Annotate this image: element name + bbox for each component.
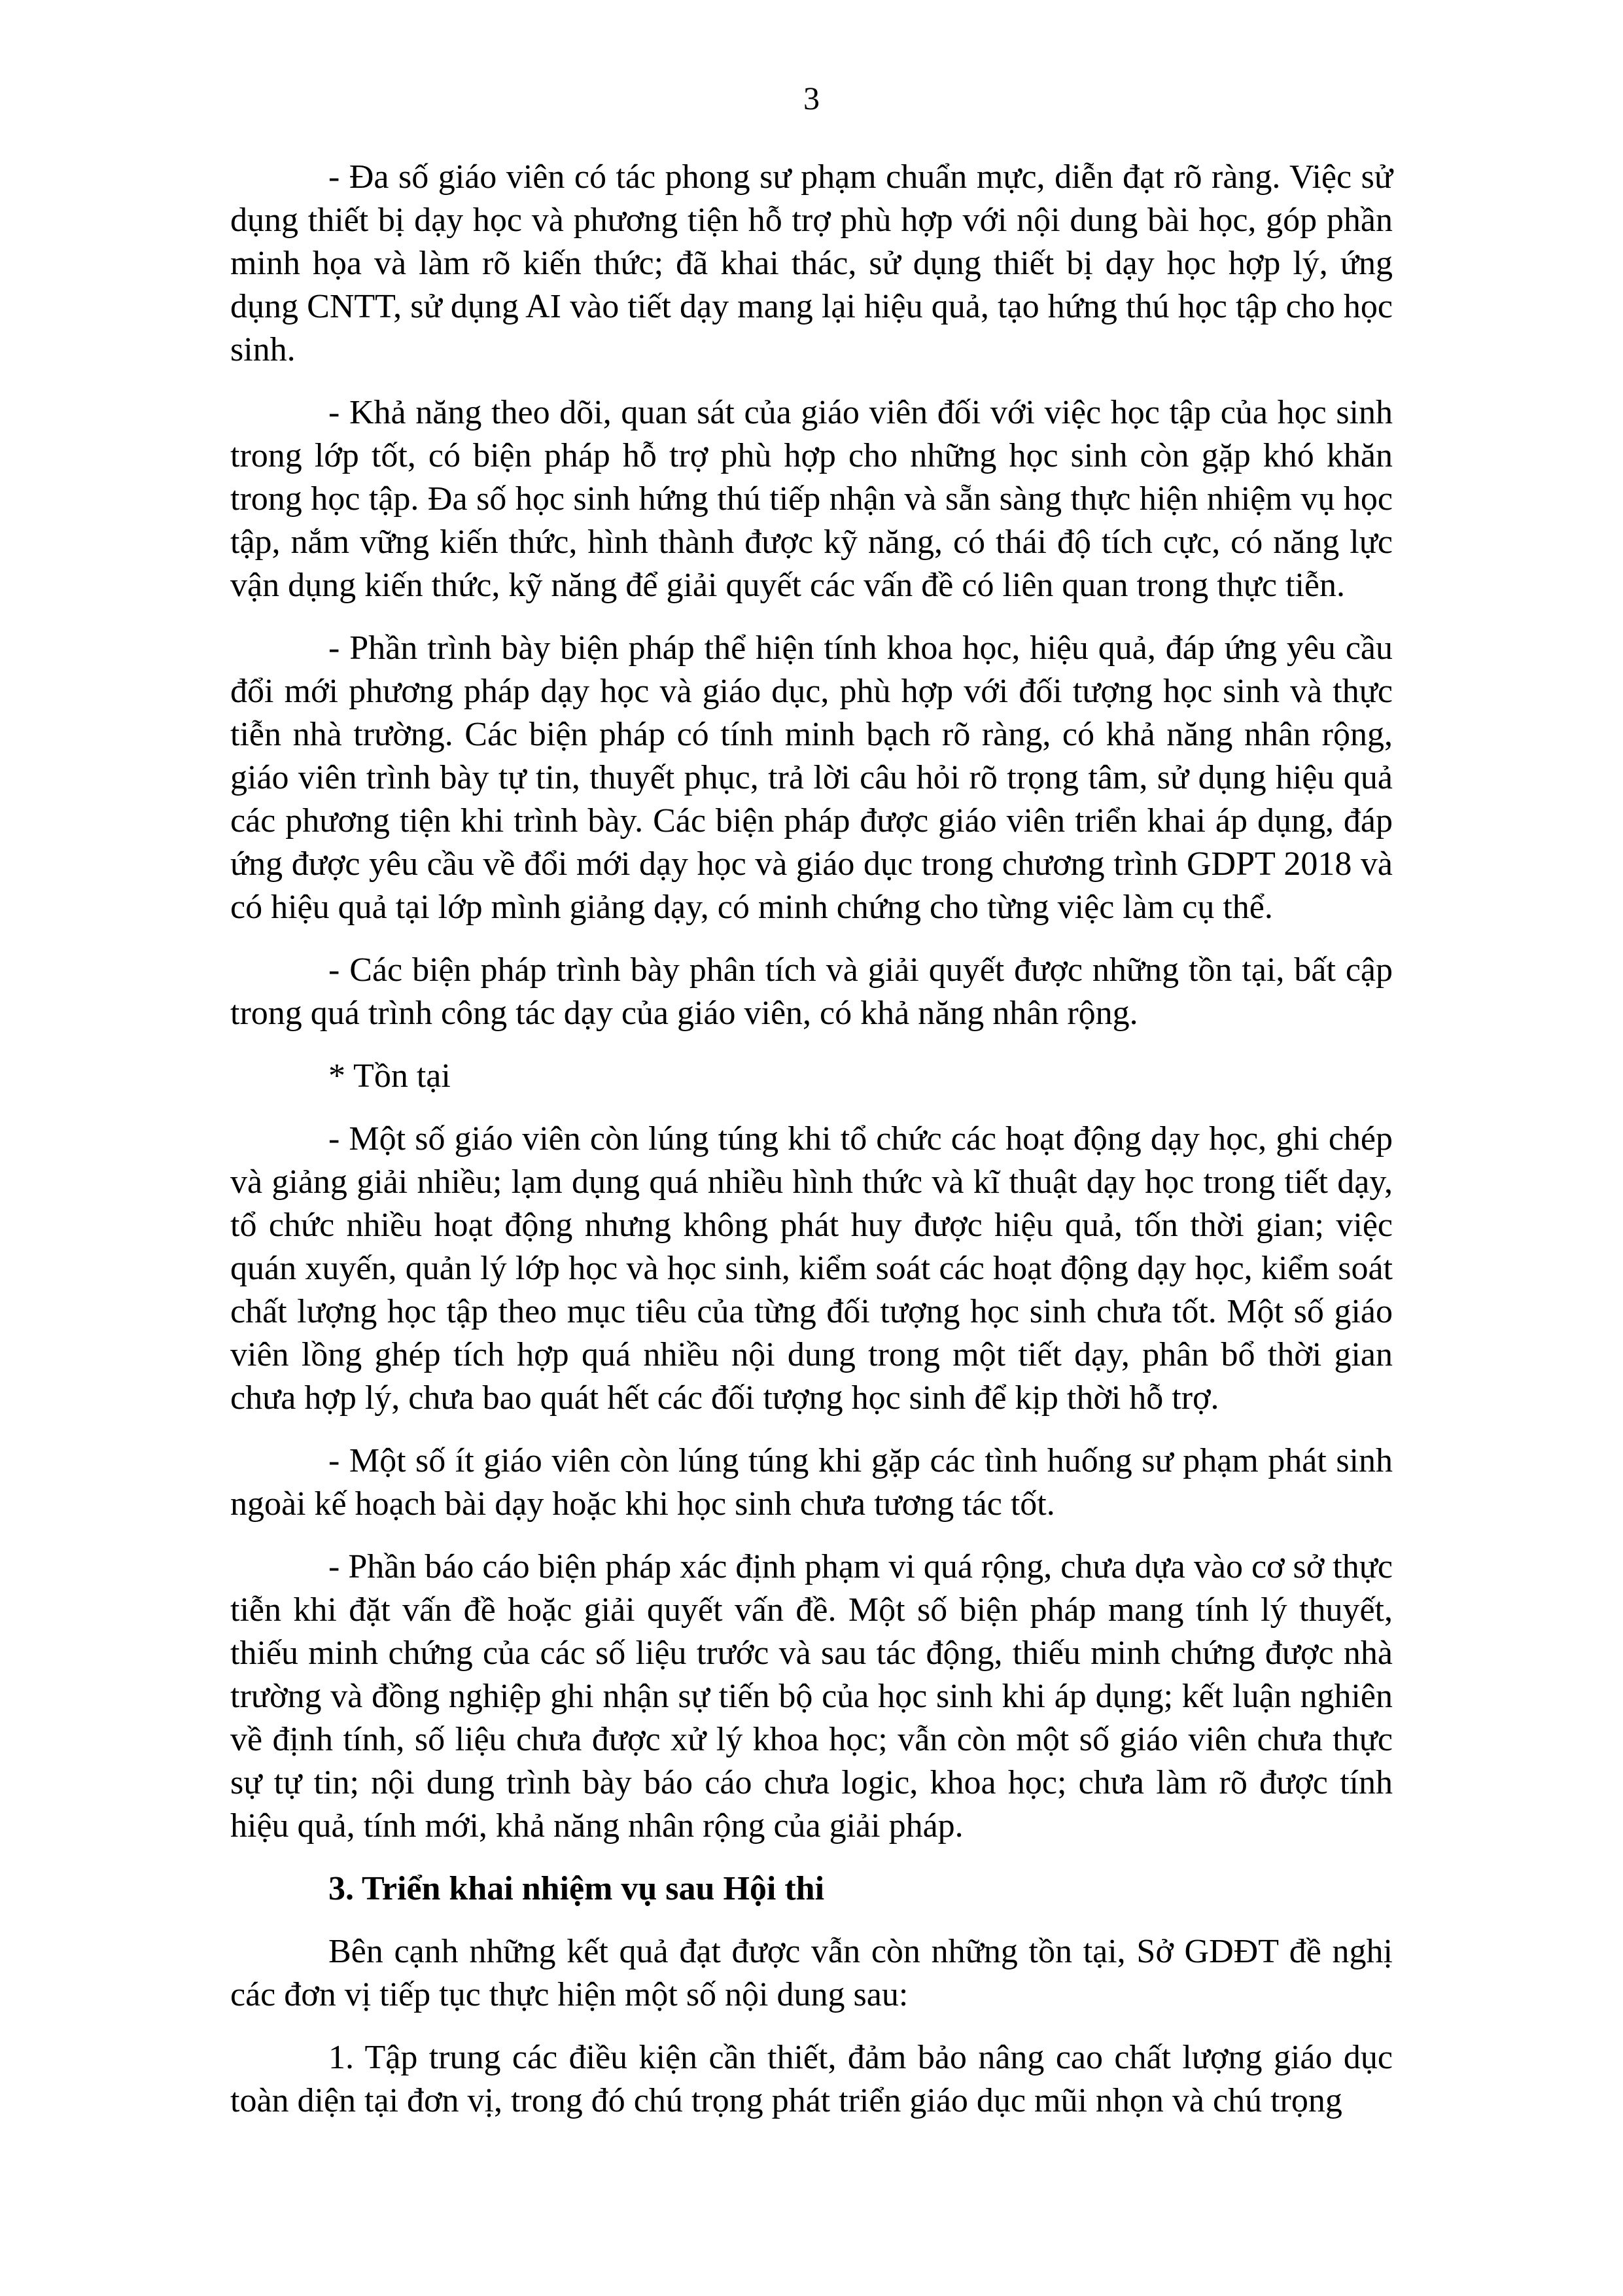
paragraph-shortcoming-situations: - Một số ít giáo viên còn lúng túng khi gặp các tình huống sư phạm phát sinh ngoài kế hoạch bài dạy hoặc khi học sinh chưa tương tác tốt. [230,1442,1393,1523]
section-heading-post-contest-tasks: 3. Triển khai nhiệm vụ sau Hội thi [328,1870,825,1907]
document-body [230,156,1393,2142]
subheading-shortcomings: * Tồn tại [328,1057,451,1095]
paragraph-method-analysis: - Các biện pháp trình bày phân tích và giải quyết được những tồn tại, bất cập trong quá trình công tác dạy của giáo viên, có khả năng nhân rộng. [230,951,1393,1032]
paragraph-recommendation-1: 1. Tập trung các điều kiện cần thiết, đảm bảo nâng cao chất lượng giáo dục toàn diện tại đơn vị, trong đó chú trọng phát triển giáo dục mũi nhọn và chú trọng [230,2039,1393,2119]
paragraph-teaching-style: - Đa số giáo viên có tác phong sư phạm chuẩn mực, diễn đạt rõ ràng. Việc sử dụng thiết bị dạy học và phương tiện hỗ trợ phù hợp với nội dung bài học, góp phần minh họa và làm rõ kiến thức; đã khai thác, sử dụng thiết bị dạy học hợp lý, ứng dụng CNTT, sử dụng AI vào tiết dạy mang lại hiệu quả, tạo hứng thú học tập cho học sinh. [230,158,1393,368]
paragraph-recommendation-intro: Bên cạnh những kết quả đạt được vẫn còn những tồn tại, Sở GDĐT đề nghị các đơn vị tiếp tục thực hiện một số nội dung sau: [230,1933,1393,2013]
page-number: 3 [803,80,820,116]
paragraph-shortcoming-reports: - Phần báo cáo biện pháp xác định phạm vi quá rộng, chưa dựa vào cơ sở thực tiễn khi đặt vấn đề hoặc giải quyết vấn đề. Một số biện pháp mang tính lý thuyết, thiếu minh chứng của các số liệu trước và sau tác động, thiếu minh chứng được nhà trường và đồng nghiệp ghi nhận sự tiến bộ của học sinh khi áp dụng; kết luận nghiên về định tính, số liệu chưa được xử lý khoa học; vẫn còn một số giáo viên chưa thực sự tự tin; nội dung trình bày báo cáo chưa logic, khoa học; chưa làm rõ được tính hiệu quả, tính mới, khả năng nhân rộng của giải pháp. [230,1548,1393,1845]
paragraph-student-observation: - Khả năng theo dõi, quan sát của giáo viên đối với việc học tập của học sinh trong lớp tốt, có biện pháp hỗ trợ phù hợp cho những học sinh còn gặp khó khăn trong học tập. Đa số học sinh hứng thú tiếp nhận và sẵn sàng thực hiện nhiệm vụ học tập, nắm vững kiến thức, hình thành được kỹ năng, có thái độ tích cực, có năng lực vận dụng kiến thức, kỹ năng để giải quyết các vấn đề có liên quan trong thực tiễn. [230,394,1393,604]
paragraph-method-presentation: - Phần trình bày biện pháp thể hiện tính khoa học, hiệu quả, đáp ứng yêu cầu đổi mới phương pháp dạy học và giáo dục, phù hợp với đối tượng học sinh và thực tiễn nhà trường. Các biện pháp có tính minh bạch rõ ràng, có khả năng nhân rộng, giáo viên trình bày tự tin, thuyết phục, trả lời câu hỏi rõ trọng tâm, sử dụng hiệu quả các phương tiện khi trình bày. Các biện pháp được giáo viên triển khai áp dụng, đáp ứng được yêu cầu về đổi mới dạy học và giáo dục trong chương trình GDPT 2018 và có hiệu quả tại lớp mình giảng dạy, có minh chứng cho từng việc làm cụ thể. [230,629,1393,926]
paragraph-shortcoming-organization: - Một số giáo viên còn lúng túng khi tổ chức các hoạt động dạy học, ghi chép và giảng giải nhiều; lạm dụng quá nhiều hình thức và kĩ thuật dạy học trong tiết dạy, tổ chức nhiều hoạt động nhưng không phát huy được hiệu quả, tốn thời gian; việc quán xuyến, quản lý lớp học và học sinh, kiểm soát các hoạt động dạy học, kiểm soát chất lượng học tập theo mục tiêu của từng đối tượng học sinh chưa tốt. Một số giáo viên lồng ghép tích hợp quá nhiều nội dung trong một tiết dạy, phân bổ thời gian chưa hợp lý, chưa bao quát hết các đối tượng học sinh để kịp thời hỗ trợ. [230,1120,1393,1417]
